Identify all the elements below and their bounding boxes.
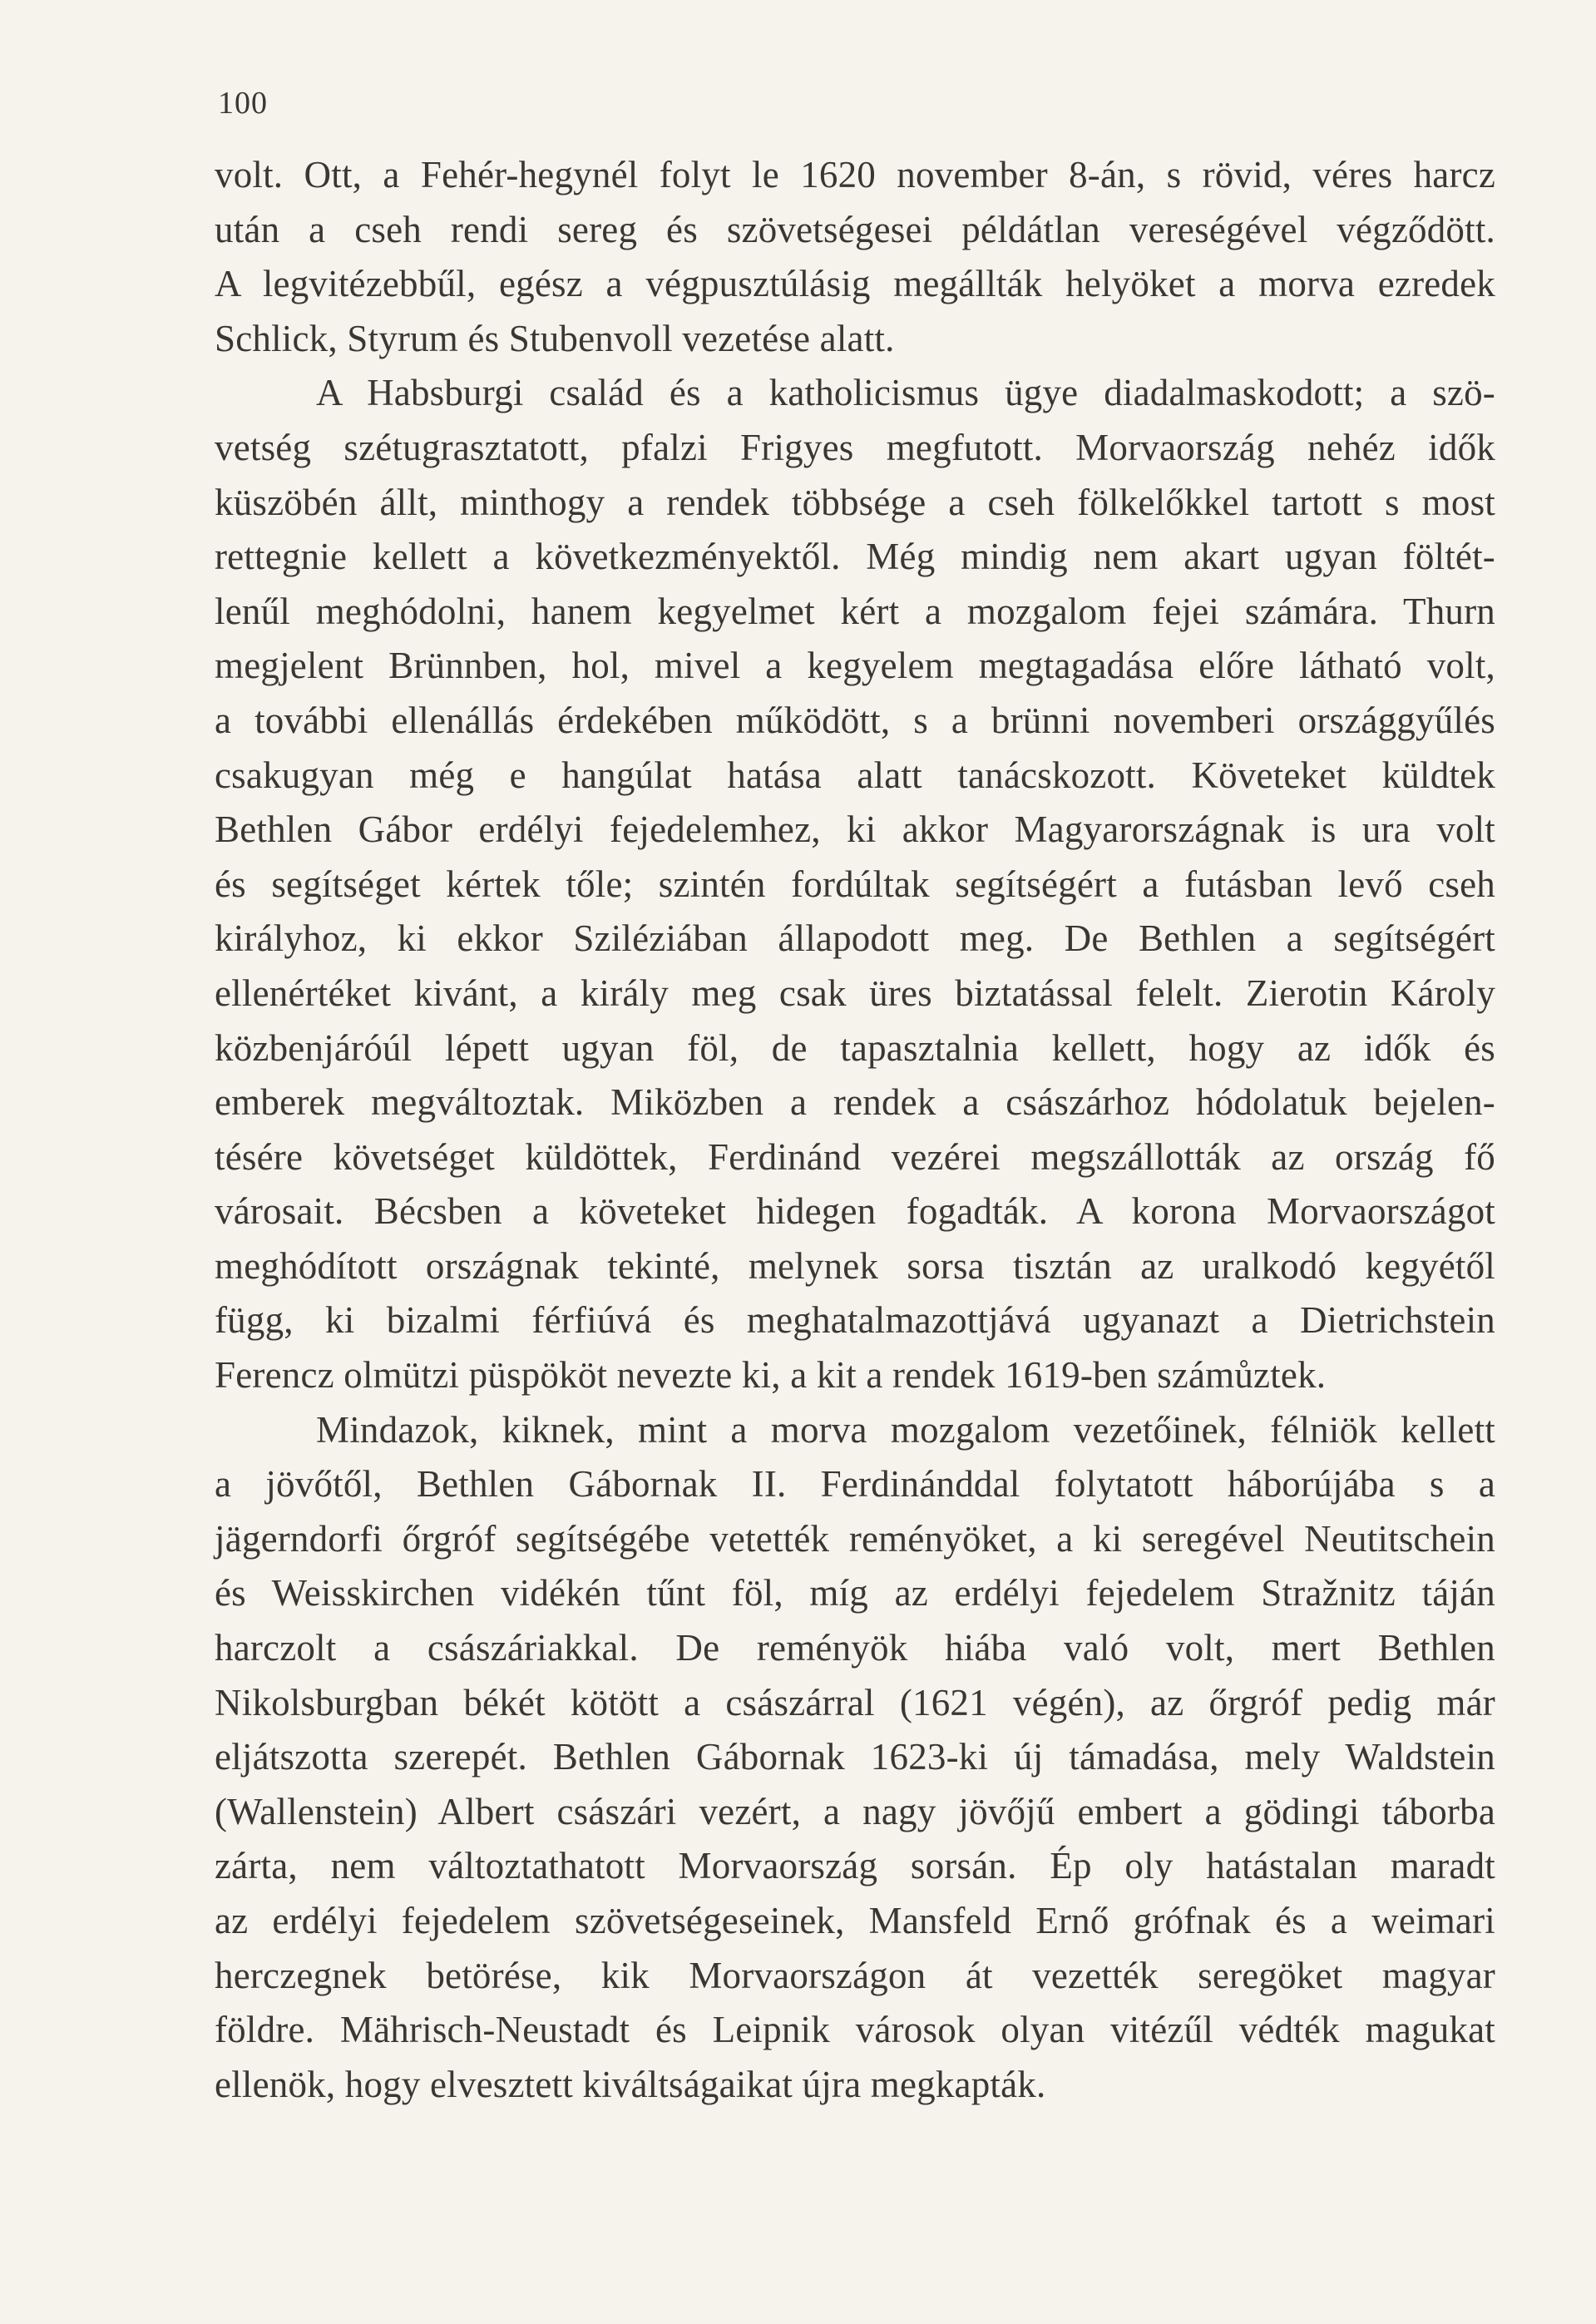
- text-line: rettegnie kellett a következményektől. Még mindig nem akart ugyan föltét-: [215, 536, 1495, 578]
- text-line: herczegnek betörése, kik Morvaországon át vezették seregöket magyar: [215, 1954, 1495, 1996]
- text-line: volt. Ott, a Fehér-hegynél folyt le 1620 november 8-án, s rövid, véres harcz: [215, 154, 1495, 195]
- text-line: után a cseh rendi sereg és szövetségesei példátlan vereségével végződött.: [215, 208, 1495, 250]
- text-line: ellenök, hogy elvesztett kiváltságaikat újra megkapták.: [215, 2063, 1046, 2105]
- text-line: harczolt a császáriakkal. De reményök hiába való volt, mert Bethlen: [215, 1627, 1495, 1669]
- text-line: csakugyan még e hangúlat hatása alatt tanácskozott. Követeket küldtek: [215, 754, 1495, 796]
- text-line: földre. Mährisch-Neustadt és Leipnik városok olyan vitézűl védték magukat: [215, 2009, 1495, 2051]
- text-line: függ, ki bizalmi férfiúvá és meghatalmazottjává ugyanazt a Dietrichstein: [215, 1299, 1495, 1342]
- text-line: Nikolsburgban békét kötött a császárral (1621 végén), az őrgróf pedig már: [215, 1681, 1495, 1723]
- text-line: meghódított országnak tekinté, melynek sorsa tisztán az uralkodó kegyétől: [215, 1244, 1495, 1287]
- text-line: Schlick, Styrum és Stubenvoll vezetése alatt.: [215, 317, 895, 359]
- page-number: 100: [218, 86, 268, 121]
- text-line: eljátszotta szerepét. Bethlen Gábornak 1623-ki új támadása, mely Waldstein: [215, 1736, 1495, 1778]
- body-text: [215, 148, 1495, 2112]
- text-line: lenűl meghódolni, hanem kegyelmet kért a mozgalom fejei számára. Thurn: [215, 590, 1495, 632]
- text-line: közbenjáróúl lépett ugyan föl, de tapasztalnia kellett, hogy az idők és: [215, 1026, 1495, 1069]
- text-line: Mindazok, kiknek, mint a morva mozgalom vezetőinek, félniök kellett: [316, 1408, 1495, 1451]
- text-line: A Habsburgi család és a katholicismus ügye diadalmaskodott; a szö-: [316, 372, 1495, 414]
- text-line: jägerndorfi őrgróf segítségébe vetették reményöket, a ki seregével Neutitschein: [215, 1517, 1495, 1560]
- text-line: Ferencz olmützi püspököt nevezte ki, a kit a rendek 1619-ben számůztek.: [215, 1354, 1327, 1397]
- text-line: tésére követséget küldöttek, Ferdinánd vezérei megszállották az ország fő: [215, 1135, 1495, 1178]
- text-line: az erdélyi fejedelem szövetségeseinek, Mansfeld Ernő grófnak és a weimari: [215, 1900, 1495, 1941]
- text-line: és Weisskirchen vidékén tűnt föl, míg az erdélyi fejedelem Stražnitz táján: [215, 1572, 1495, 1614]
- text-line: A legvitézebbűl, egész a végpusztúlásig megállták helyöket a morva ezredek: [215, 263, 1495, 305]
- text-line: (Wallenstein) Albert császári vezért, a nagy jövőjű embert a gödingi táborba: [215, 1790, 1495, 1832]
- text-line: vetség szétugrasztatott, pfalzi Frigyes megfutott. Morvaország nehéz idők: [215, 426, 1495, 468]
- text-line: városait. Bécsben a követeket hidegen fogadták. A korona Morvaországot: [215, 1190, 1495, 1233]
- text-line: és segítséget kértek tőle; szintén fordúltak segítségért a futásban levő cseh: [215, 863, 1495, 905]
- text-line: a jövőtől, Bethlen Gábornak II. Ferdinánddal folytatott háborújába s a: [215, 1463, 1495, 1506]
- text-line: ellenértéket kivánt, a király meg csak üres biztatással felelt. Zierotin Károly: [215, 972, 1495, 1014]
- text-line: a további ellenállás érdekében működött, s a brünni novemberi országgyűlés: [215, 699, 1495, 741]
- text-line: zárta, nem változtathatott Morvaország sorsán. Ép oly hatástalan maradt: [215, 1845, 1495, 1887]
- text-line: királyhoz, ki ekkor Sziléziában állapodott meg. De Bethlen a segítségért: [215, 917, 1495, 960]
- text-line: emberek megváltoztak. Miközben a rendek a császárhoz hódolatuk bejelen-: [215, 1081, 1495, 1124]
- text-line: megjelent Brünnben, hol, mivel a kegyelem megtagadása előre látható volt,: [215, 645, 1495, 687]
- text-line: Bethlen Gábor erdélyi fejedelemhez, ki akkor Magyarországnak is ura volt: [215, 808, 1495, 851]
- text-line: küszöbén állt, minthogy a rendek többsége a cseh fölkelőkkel tartott s most: [215, 481, 1495, 523]
